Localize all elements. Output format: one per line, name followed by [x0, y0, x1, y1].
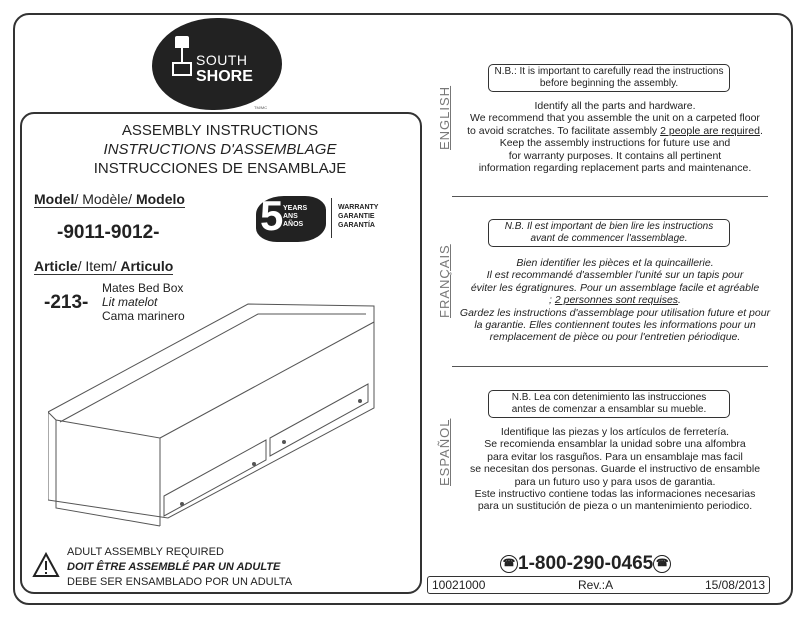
- instructions-french: Bien identifier les pièces et la quincaillerie. Il est recommandé d'assembler l'unité sur un tapis pour éviter les égratignures. Pour un assemblage facile et agréable ; 2 personnes sont requises. Gardez les instructions d'assemblage pour utilisation future et pour la garantie. Elles contiennent toutes les informations pour un remplacement de pièce ou pour l'entretien périodique.: [459, 257, 771, 344]
- brand-logo: SOUTH SHORE: [152, 18, 282, 110]
- instructions-spanish: Identifique las piezas y los artículos de ferretería. Se recomienda ensamblar la unidad sobre una alfombra para evitar los rasguños. Para un ensamblaje mas facil se necesitan dos personas. Guarde el instructivo de ensamble para un futuro uso y para usos de garantia. Este instructivo contiene todas las informaciones necesarias para un sustitución de pieza o un mantenimiento periodico.: [469, 426, 761, 513]
- doc-number: 10021000: [432, 578, 486, 592]
- adult-assembly-notice: ADULT ASSEMBLY REQUIRED DOIT ÊTRE ASSEMBLÉ PAR UN ADULTE DEBE SER ENSAMBLADO POR UN ADULTA: [67, 546, 293, 588]
- divider: [452, 366, 768, 367]
- nb-spanish: N.B. Lea con detenimiento las instrucciones antes de comenzar a ensamblar su mueble.: [488, 390, 730, 418]
- tab-spanish: ESPAÑOL: [437, 418, 452, 486]
- nb-french: N.B. Il est important de bien lire les instructions avant de commencer l'assemblage.: [488, 219, 730, 247]
- title-fr: INSTRUCTIONS D'ASSEMBLAGE: [103, 141, 337, 158]
- support-phone: ☎ 1-800-290-0465 ☎: [500, 553, 671, 575]
- bed-box-illustration: [48, 300, 388, 535]
- item-name-en: Mates Bed Box: [102, 281, 184, 295]
- instructions-english: Identify all the parts and hardware. We recommend that you assemble the unit on a carpeted floor to avoid scratches. To facilitate assembly 2 people are required. Keep the assembly instructions for future use and for warranty purposes. It contains all pertinent information regarding replacement parts and maintenance.: [467, 100, 763, 175]
- nb-english: N.B.: It is important to carefully read the instructions before beginning the assembly.: [488, 64, 730, 92]
- revision: Rev.:A: [578, 578, 614, 592]
- divider: [452, 196, 768, 197]
- tab-english: ENGLISH: [437, 85, 452, 150]
- phone-icon: ☎: [653, 555, 671, 573]
- item-name-es: Cama marinero: [102, 309, 185, 323]
- model-code: -9011-9012-: [57, 222, 160, 243]
- title-es: INSTRUCCIONES DE ENSAMBLAJE: [93, 160, 347, 177]
- article-label: Article/ Item/ Articulo: [34, 258, 174, 274]
- footer-bar: [427, 576, 770, 594]
- tab-french: FRANÇAIS: [437, 244, 452, 318]
- trademark: TM/MC: [254, 105, 268, 110]
- title-en: ASSEMBLY INSTRUCTIONS: [121, 122, 319, 139]
- article-code: -213-: [44, 292, 89, 313]
- phone-icon: ☎: [500, 555, 518, 573]
- model-label: Model/ Modèle/ Modelo: [34, 191, 185, 207]
- warning-icon: [32, 552, 60, 578]
- item-name-fr: Lit matelot: [102, 295, 158, 309]
- date: 15/08/2013: [704, 578, 765, 592]
